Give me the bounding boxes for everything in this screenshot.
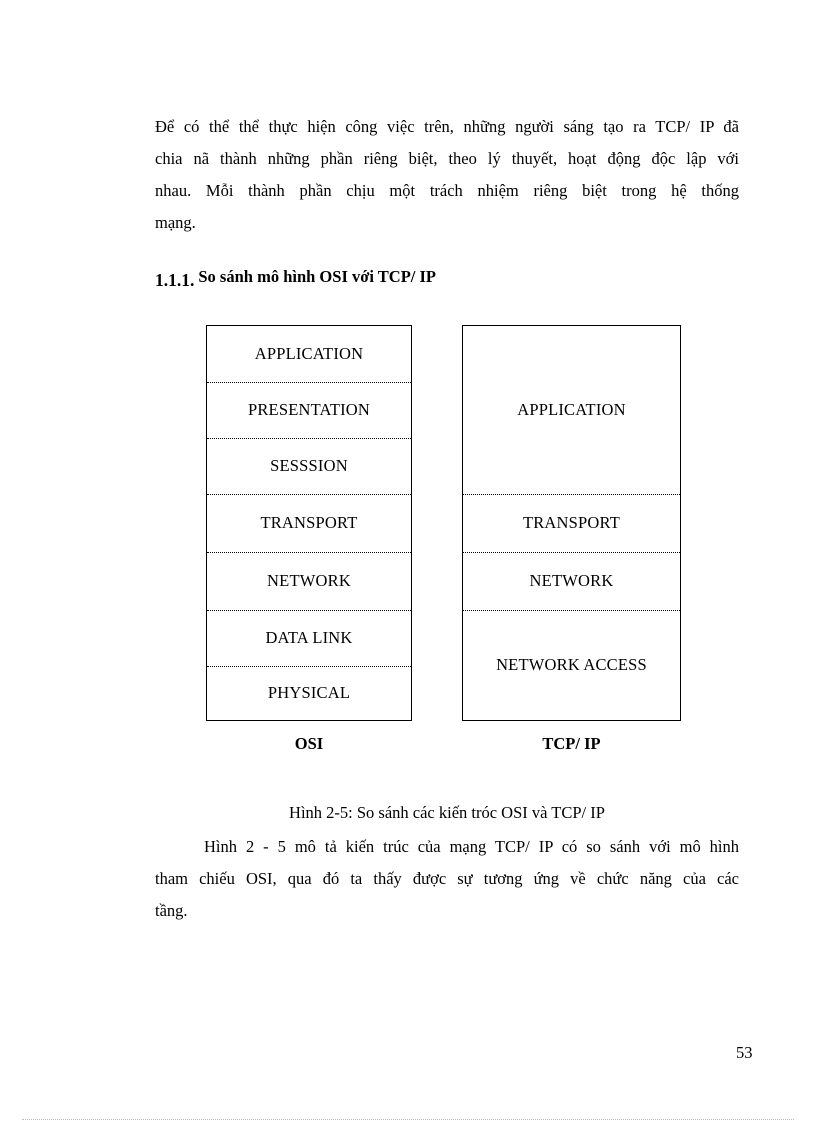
- osi-layer-data-link: DATA LINK: [207, 610, 411, 667]
- tcpip-label: TCP/ IP: [542, 734, 601, 753]
- text-line: Để có thể thể thực hiện công việc trên, những người sáng tạo ra TCP/ IP đã: [155, 117, 739, 136]
- section-number: 1.1.1.: [155, 270, 195, 290]
- osi-layer-application: APPLICATION: [207, 326, 411, 383]
- figure-caption: Hình 2-5: So sánh các kiến tróc OSI và TCP/ IP: [289, 803, 605, 822]
- text-line: tham chiếu OSI, qua đó ta thấy được sự tương ứng về chức năng của các: [155, 869, 739, 888]
- text-line: Hình 2 - 5 mô tả kiến trúc của mạng TCP/ IP có so sánh với mô hình: [204, 837, 739, 856]
- section-heading: [155, 266, 436, 290]
- osi-stack: [206, 325, 412, 721]
- osi-layer-network: NETWORK: [207, 552, 411, 611]
- tcpip-layer-network-access: NETWORK ACCESS: [496, 655, 647, 674]
- text-line: chia nã thành những phần riêng biệt, theo lý thuyết, hoạt động độc lập với: [155, 149, 739, 168]
- osi-layer-physical: PHYSICAL: [267, 683, 351, 702]
- tcpip-layer-transport: TRANSPORT: [463, 494, 680, 553]
- tcpip-layer-network: NETWORK: [463, 552, 680, 611]
- text-line: tầng.: [155, 901, 188, 920]
- osi-label: OSI: [294, 734, 324, 753]
- section-title: So sánh mô hình OSI với TCP/ IP: [198, 267, 436, 286]
- text-line: nhau. Mỗi thành phần chịu một trách nhiệm riêng biệt trong hệ thống: [155, 181, 739, 200]
- tcpip-layer-application: APPLICATION: [463, 326, 680, 495]
- text-line: mạng.: [155, 213, 196, 232]
- osi-layer-session: SESSSION: [207, 438, 411, 495]
- osi-layer-transport: TRANSPORT: [207, 494, 411, 553]
- osi-layer-presentation: PRESENTATION: [207, 382, 411, 439]
- footer-divider: [22, 1119, 794, 1120]
- tcpip-stack: [462, 325, 681, 721]
- figure-description-paragraph: [155, 831, 739, 927]
- page-number: 53: [736, 1043, 753, 1062]
- intro-paragraph: [155, 111, 739, 239]
